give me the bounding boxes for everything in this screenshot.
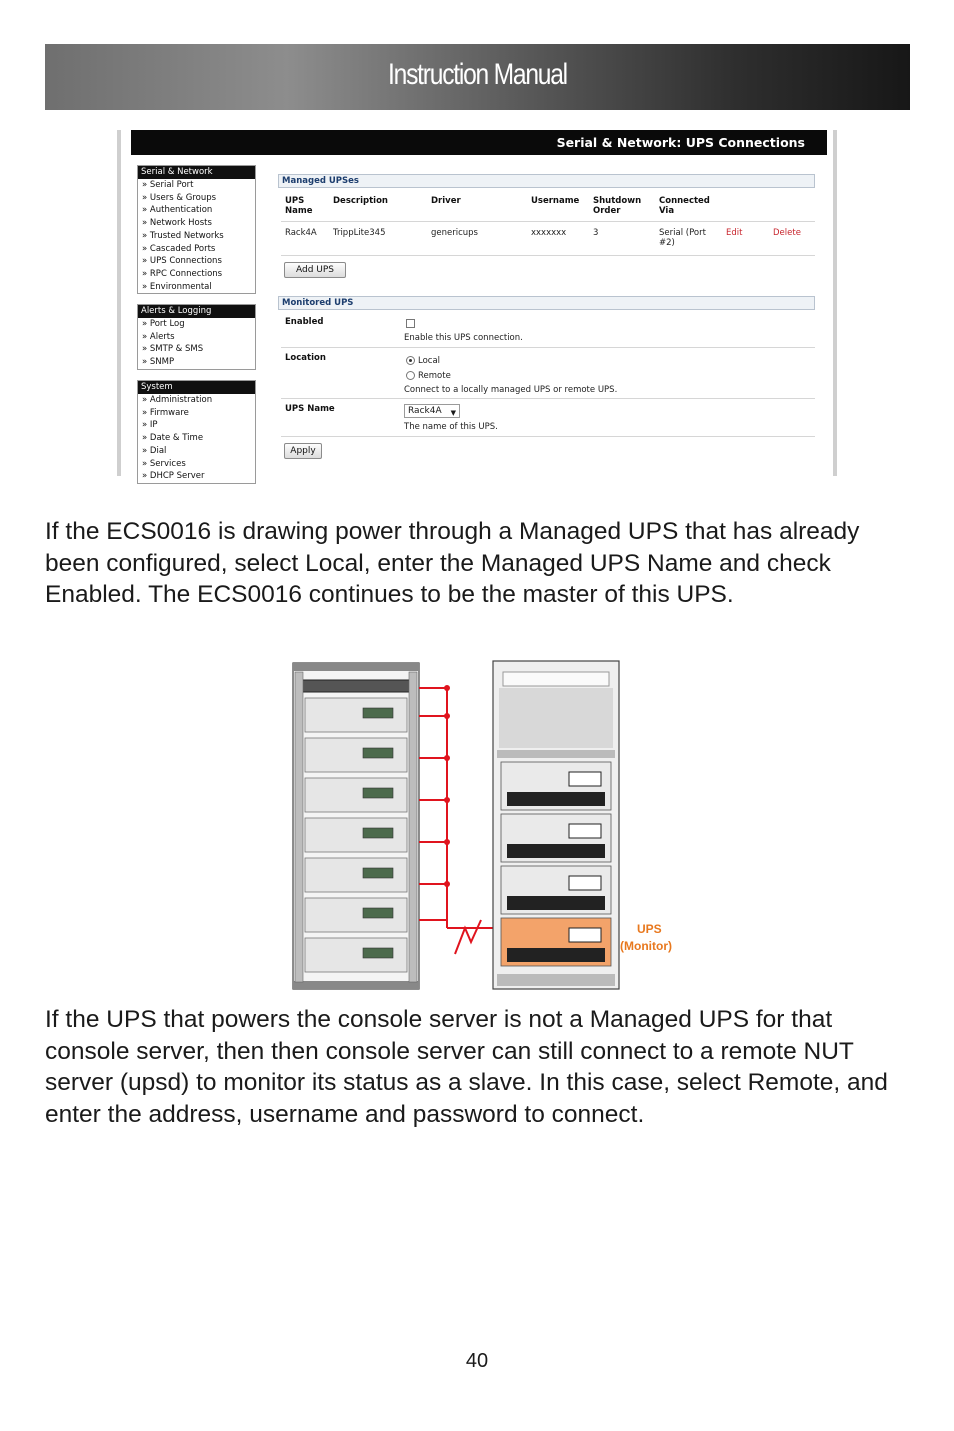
col-driver: Driver	[431, 196, 461, 206]
menu-alerts-logging	[137, 304, 256, 370]
ups-monitor-label: (Monitor)	[620, 939, 672, 953]
menu-item-ups-connections[interactable]: » UPS Connections	[138, 255, 255, 268]
enabled-checkbox[interactable]	[406, 319, 415, 328]
location-local-radio[interactable]	[406, 356, 415, 365]
col-username: Username	[531, 196, 580, 206]
cable-lines	[419, 685, 493, 954]
managed-upses-heading: Managed UPSes	[278, 174, 815, 188]
ups-vent	[507, 844, 605, 858]
rack-diagram	[285, 658, 695, 993]
enabled-label: Enabled	[285, 317, 324, 327]
monitored-ups-panel	[278, 296, 815, 310]
server-display	[363, 868, 393, 878]
delete-link[interactable]: Delete	[773, 228, 801, 238]
divider	[281, 255, 815, 256]
menu-serial-network	[137, 165, 256, 294]
ups-vent	[507, 792, 605, 806]
location-label: Location	[285, 353, 326, 363]
location-remote-label: Remote	[418, 371, 451, 381]
menu-item-cascaded-ports[interactable]: » Cascaded Ports	[138, 243, 255, 256]
location-remote-radio[interactable]	[406, 371, 415, 380]
cell-shutdown-order: 3	[593, 228, 599, 238]
divider	[281, 221, 815, 222]
ups-name-select[interactable]	[404, 404, 460, 418]
ups-panel	[569, 772, 601, 786]
menu-item-snmp[interactable]: » SNMP	[138, 356, 255, 369]
divider	[281, 398, 815, 399]
enabled-help: Enable this UPS connection.	[404, 333, 523, 343]
ups-name-label: UPS Name	[285, 404, 335, 414]
location-help: Connect to a locally managed UPS or remote UPS.	[404, 385, 618, 395]
menu-item-trusted-networks[interactable]: » Trusted Networks	[138, 230, 255, 243]
monitored-ups-heading: Monitored UPS	[278, 296, 815, 310]
ups-name-value: Rack4A	[408, 406, 442, 416]
apply-button[interactable]: Apply	[284, 443, 322, 459]
menu-item-port-log[interactable]: » Port Log	[138, 318, 255, 331]
menu-item-smtp-sms[interactable]: » SMTP & SMS	[138, 343, 255, 356]
server-display	[363, 748, 393, 758]
cell-driver: genericups	[431, 228, 478, 238]
menu-item-date-time[interactable]: » Date & Time	[138, 432, 255, 445]
ups-vent	[507, 948, 605, 962]
server-display	[363, 708, 393, 718]
header-banner	[45, 44, 910, 110]
managed-upses-panel	[278, 174, 815, 188]
add-ups-button[interactable]: Add UPS	[284, 262, 346, 278]
divider	[281, 436, 815, 437]
menu-item-administration[interactable]: » Administration	[138, 394, 255, 407]
menu-heading: Alerts & Logging	[138, 305, 255, 318]
ups-panel	[569, 824, 601, 838]
manual-title: Instruction Manual	[388, 58, 567, 91]
divider	[281, 347, 815, 348]
cell-connected-via: Serial (Port #2)	[659, 228, 706, 248]
menu-item-environmental[interactable]: » Environmental	[138, 281, 255, 294]
server-display	[363, 788, 393, 798]
col-ups-name: UPS Name	[285, 196, 313, 216]
server-rack-illustration	[293, 663, 419, 989]
paragraph-remote-ups: If the UPS that powers the console server is not a Managed UPS for that console server, then then console server can still connect to a remote NUT server (upsd) to monitor its status as a slave. In this case, select Remote, and enter the address, username and password to connect.	[45, 1006, 888, 1129]
ups-panel	[569, 928, 601, 942]
menu-item-network-hosts[interactable]: » Network Hosts	[138, 217, 255, 230]
server-display	[363, 908, 393, 918]
page-number: 40	[465, 1350, 489, 1372]
page-title: Serial & Network: UPS Connections	[556, 135, 805, 150]
col-description: Description	[333, 196, 388, 206]
ups-name-help: The name of this UPS.	[404, 422, 498, 432]
menu-item-services[interactable]: » Services	[138, 458, 255, 471]
ups-rack-illustration	[493, 661, 619, 989]
cell-description: TrippLite345	[333, 228, 386, 238]
col-connected-via: Connected Via	[659, 196, 710, 216]
menu-system	[137, 380, 256, 484]
ups-connections-screenshot	[117, 130, 837, 482]
menu-item-ip[interactable]: » IP	[138, 419, 255, 432]
menu-item-serial-port[interactable]: » Serial Port	[138, 179, 255, 192]
menu-item-dial[interactable]: » Dial	[138, 445, 255, 458]
ups-panel	[569, 876, 601, 890]
menu-item-firmware[interactable]: » Firmware	[138, 407, 255, 420]
ups-vent	[507, 896, 605, 910]
edit-link[interactable]: Edit	[726, 228, 743, 238]
dropdown-arrow-icon: ▼	[450, 409, 456, 417]
menu-item-users-groups[interactable]: » Users & Groups	[138, 192, 255, 205]
paragraph-local-ups: If the ECS0016 is drawing power through a Managed UPS that has already been configured, select Local, enter the Managed UPS Name and check Enabled. The ECS0016 continues to be the master of this UPS.	[45, 518, 860, 609]
menu-heading: Serial & Network	[138, 166, 255, 179]
server-display	[363, 828, 393, 838]
col-shutdown-order: Shutdown Order	[593, 196, 642, 216]
ups-label: UPS	[637, 922, 662, 936]
cell-username: xxxxxxx	[531, 228, 567, 238]
location-local-label: Local	[418, 356, 441, 366]
page-title-bar	[131, 130, 827, 155]
menu-item-dhcp-server[interactable]: » DHCP Server	[138, 470, 255, 483]
menu-item-rpc-connections[interactable]: » RPC Connections	[138, 268, 255, 281]
menu-heading: System	[138, 381, 255, 394]
cell-ups-name: Rack4A	[285, 228, 317, 238]
menu-item-alerts[interactable]: » Alerts	[138, 331, 255, 344]
menu-item-authentication[interactable]: » Authentication	[138, 204, 255, 217]
server-display	[363, 948, 393, 958]
